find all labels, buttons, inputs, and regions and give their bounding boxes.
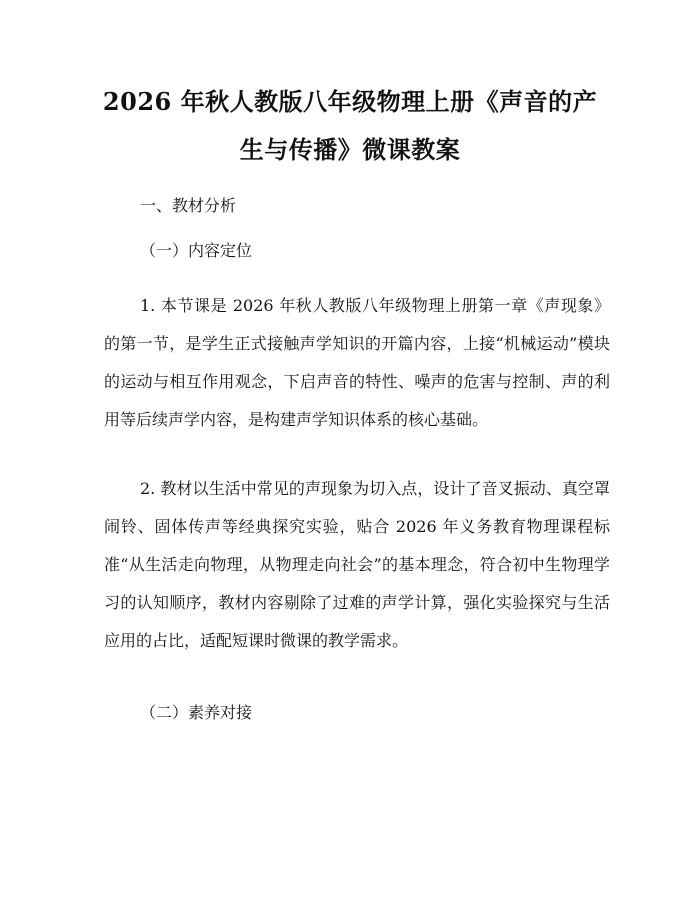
paragraph-1: 1. 本节课是 2026 年秋人教版八年级物理上册第一章《声现象》的第一节，是学生正式接触声学知识的开篇内容，上接“机械运动”模块的运动与相互作用观念，下启声音的特性、噪声的危害与控制、声的利用等后续声学内容，是构建声学知识体系的核心基础。 <box>104 296 610 429</box>
subsection-heading-literacy-alignment: （二）素养对接 <box>140 703 253 722</box>
paragraph-2: 2. 教材以生活中常见的声现象为切入点，设计了音叉振动、真空罩闹铃、固体传声等经典探究实验，贴合 2026 年义务教育物理课程标准“从生活走向物理，从物理走向社会”的基本理念，符合初中生物理学习的认知顺序，教材内容剔除了过难的声学计算，强化实验探究与生活应用的占比，适配短课时微课的教学需求。 <box>104 479 610 650</box>
document-title-line-2: 生与传播》微课教案 <box>239 135 461 164</box>
document-title-line-1: 2026 年秋人教版八年级物理上册《声音的产 <box>102 87 598 116</box>
section-heading-textbook-analysis: 一、教材分析 <box>140 196 237 215</box>
subsection-heading-content-positioning: （一）内容定位 <box>140 241 253 260</box>
